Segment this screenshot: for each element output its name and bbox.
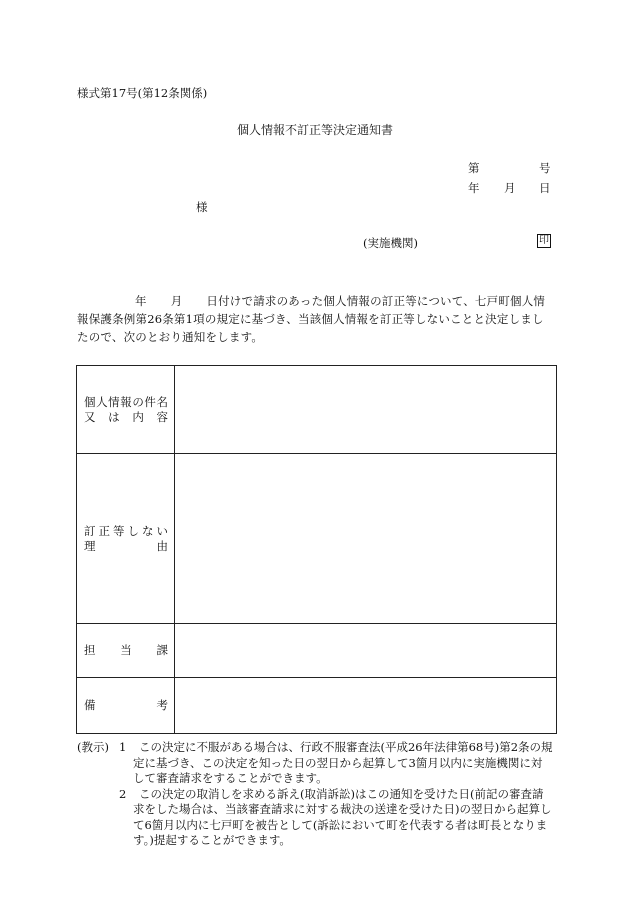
note-line: て6箇月以内に七戸町を被告として(訴訟において町を代表する者は町長となりま (133, 817, 548, 832)
table-label-char: 理 (84, 538, 96, 553)
table-label-line (77, 395, 174, 410)
table-label-char: 等 (113, 523, 125, 538)
note-number: 1 (119, 740, 127, 754)
note-line: 求をした場合は、当該審査請求に対する裁決の送達を受けた日)の翌日から起算し (133, 802, 552, 816)
form-number: 様式第17号(第12条関係) (77, 86, 208, 100)
table-label-char: 又 (84, 409, 96, 424)
body-line-1 (77, 292, 554, 310)
content-cell-department[interactable] (175, 624, 557, 678)
table-label-char: 容 (156, 409, 168, 424)
table-row (77, 366, 557, 454)
note-line: 定に基づき、この決定を知った日の翌日から起算して3箇月以内に実施機関に対 (133, 755, 543, 770)
table-label-char: な (142, 523, 154, 538)
document-title: 個人情報不訂正等決定通知書 (236, 123, 393, 137)
agency-label: (実施機関) (363, 236, 418, 250)
table-label-cell (77, 624, 175, 678)
note-line: この決定に不服がある場合は、行政不服審査法(平成26年法律第68号)第2条の規 (139, 740, 553, 754)
table-row (77, 454, 557, 624)
date-year-label: 年 (468, 181, 480, 195)
content-cell-reason[interactable] (175, 454, 557, 624)
note-text (133, 787, 557, 849)
note-line: して審査請求をすることができます。 (133, 771, 328, 785)
table-label-char: 課 (156, 643, 168, 657)
table-label-line (77, 698, 174, 713)
addressee-suffix: 様 (196, 200, 208, 214)
table-label-cell (77, 678, 175, 734)
note-item-1 (77, 740, 557, 787)
table-label-cell (77, 366, 175, 454)
table-label-line (77, 524, 174, 539)
table-label-char: 人 (96, 394, 108, 409)
table-label-char: 備 (84, 698, 96, 712)
seal-mark: 印 (539, 235, 549, 246)
instruction-notes (77, 740, 557, 849)
table-label-char: 由 (156, 538, 168, 553)
table-label-char: 情 (108, 394, 120, 409)
table-label-cell (77, 454, 175, 624)
notes-prefix: (教示) (77, 740, 109, 754)
body-date-year: 年 (135, 294, 147, 308)
table-label-char: い (156, 523, 168, 538)
table-label-char: 担 (84, 643, 96, 657)
table-label-line (77, 643, 174, 658)
note-line: この決定の取消しを求める訴え(取消訴訟)はこの通知を受けた日(前記の審査請 (139, 786, 544, 801)
table-row (77, 624, 557, 678)
note-number: 2 (119, 786, 127, 801)
table-row (77, 678, 557, 734)
info-table (76, 365, 557, 734)
note-prefix-spacer (77, 787, 119, 849)
body-paragraph (77, 292, 554, 346)
table-label-char: 件 (144, 394, 156, 409)
body-line-1-text: 日付けで請求のあった個人情報の訂正等について、七戸町個人情 (206, 294, 546, 308)
table-label-char: し (127, 523, 139, 538)
table-label-char: の (132, 394, 144, 409)
date-month-label: 月 (504, 181, 516, 195)
table-label-line (77, 539, 174, 554)
document-number-suffix: 号 (539, 161, 551, 175)
table-label-char: 当 (120, 643, 132, 657)
body-line-2: 報保護条例第26条第1項の規定に基づき、当該個人情報を訂正等しないことと決定しまし (77, 312, 544, 326)
note-item-2 (77, 787, 557, 849)
table-label-char: 報 (120, 394, 132, 409)
table-label-line (77, 410, 174, 425)
table-label-char: は (108, 409, 120, 424)
table-label-char: 名 (156, 394, 168, 409)
date-day-label: 日 (539, 181, 551, 195)
document-number-prefix: 第 (468, 161, 480, 175)
content-cell-subject[interactable] (175, 366, 557, 454)
table-label-char: 個 (84, 394, 96, 409)
content-cell-remarks[interactable] (175, 678, 557, 734)
note-line: す。)提起することができます。 (133, 833, 291, 847)
body-line-3: たので、次のとおり通知をします。 (77, 330, 264, 344)
table-label-char: 内 (132, 409, 144, 424)
body-date-month: 月 (170, 294, 183, 308)
table-label-char: 正 (98, 523, 110, 538)
table-label-char: 訂 (84, 523, 96, 538)
note-text (133, 740, 557, 787)
table-label-char: 考 (156, 698, 168, 712)
